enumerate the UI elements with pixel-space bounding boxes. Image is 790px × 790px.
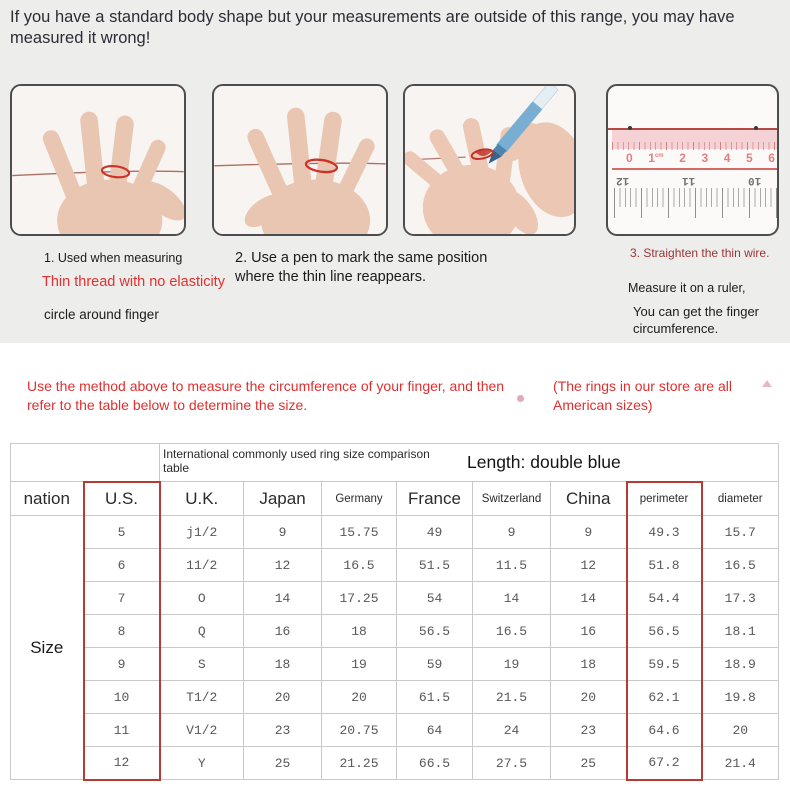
table-cell: V1/2 (160, 714, 244, 747)
table-cell: 16 (551, 615, 627, 648)
table-row (11, 549, 779, 582)
table-cell: 20 (702, 714, 779, 747)
top-gray-band (0, 0, 790, 343)
step3-caption: 3. Straighten the thin wire. (630, 246, 770, 260)
table-title: International commonly used ring size comparison table (163, 447, 430, 476)
reverse-ruler-number: 10 (748, 174, 762, 186)
table-cell: 23 (551, 714, 627, 747)
ruler-edge-line (612, 168, 779, 170)
table-cell: 21.25 (322, 747, 397, 780)
table-row (11, 714, 779, 747)
size-row-label: Size (11, 516, 84, 780)
table-cell: 18.9 (702, 648, 779, 681)
page-heading: If you have a standard body shape but your measurements are outside of this range, you may have measured it wrong! (10, 8, 735, 47)
table-cell: Q (160, 615, 244, 648)
table-cell: 11 (84, 714, 160, 747)
table-cell: 20 (244, 681, 322, 714)
pink-arrow-artifact (762, 380, 772, 387)
table-cell: T1/2 (160, 681, 244, 714)
header-france: France (397, 482, 473, 516)
table-cell: 54.4 (627, 582, 702, 615)
ruler-cm-numbers: 0 $1^{cm}$ 2 3 4 5 6 (626, 151, 775, 165)
header-us: U.S. (84, 482, 160, 516)
table-cell: 16.5 (322, 549, 397, 582)
table-cell: 8 (84, 615, 160, 648)
photo-ruler-measurement (606, 84, 779, 236)
photo-thread-around-finger-1 (10, 84, 186, 236)
table-row (11, 615, 779, 648)
table-row (11, 582, 779, 615)
table-cell: 12 (84, 747, 160, 780)
table-cell: 24 (473, 714, 551, 747)
table-row (11, 516, 779, 549)
reverse-ruler-number: 12 (616, 174, 630, 186)
table-cell: 20 (322, 681, 397, 714)
table-cell: 9 (84, 648, 160, 681)
table-cell: 51.8 (627, 549, 702, 582)
table-cell: 23 (244, 714, 322, 747)
table-header-row (11, 482, 779, 516)
table-cell: 61.5 (397, 681, 473, 714)
table-cell: 51.5 (397, 549, 473, 582)
table-cell: 19 (473, 648, 551, 681)
table-cell: 12 (244, 549, 322, 582)
table-cell: 18.1 (702, 615, 779, 648)
table-cell: 14 (473, 582, 551, 615)
table-cell: 14 (244, 582, 322, 615)
table-cell: 20 (551, 681, 627, 714)
pink-smudge-artifact (517, 395, 524, 402)
header-china: China (551, 482, 627, 516)
table-cell: 17.3 (702, 582, 779, 615)
table-cell: 66.5 (397, 747, 473, 780)
header-switzerland: Switzerland (473, 482, 551, 516)
table-cell: 18 (551, 648, 627, 681)
header-perimeter: perimeter (627, 482, 702, 516)
table-title-cell (160, 444, 779, 482)
table-cell: 62.1 (627, 681, 702, 714)
table-cell: 15.7 (702, 516, 779, 549)
table-cell: j1/2 (160, 516, 244, 549)
table-cell: 54 (397, 582, 473, 615)
white-ruler-ticks (614, 188, 777, 218)
ring-size-comparison-table (10, 443, 779, 781)
table-cell: 18 (322, 615, 397, 648)
table-cell: 16.5 (473, 615, 551, 648)
table-cell: 15.75 (322, 516, 397, 549)
table-cell: 10 (84, 681, 160, 714)
table-title-spacer (11, 444, 160, 482)
step1-red-note: Thin thread with no elasticity (42, 274, 225, 290)
header-japan: Japan (244, 482, 322, 516)
measure-instruction-note: Use the method above to measure the circumference of your finger, and then refer to the table below to determine the size. (27, 378, 505, 413)
hand-pen-illustration (405, 86, 574, 234)
reverse-ruler-number: 11 (682, 174, 696, 186)
step1-caption: 1. Used when measuring (44, 251, 183, 265)
table-title-row (11, 444, 779, 482)
table-row (11, 648, 779, 681)
table-cell: 20.75 (322, 714, 397, 747)
table-cell: S (160, 648, 244, 681)
table-subtitle: Length: double blue (467, 451, 621, 472)
table-cell: Y (160, 747, 244, 780)
table-cell: 14 (551, 582, 627, 615)
table-cell: 21.5 (473, 681, 551, 714)
table-cell: 19.8 (702, 681, 779, 714)
step3-subcaption-2: You can get the finger circumference. (633, 304, 760, 336)
table-cell: 5 (84, 516, 160, 549)
table-cell: 6 (84, 549, 160, 582)
table-cell: 17.25 (322, 582, 397, 615)
table-cell: 67.2 (627, 747, 702, 780)
table-cell: 59.5 (627, 648, 702, 681)
table-row (11, 681, 779, 714)
step2-caption: 2. Use a pen to mark the same position where the thin line reappears. (235, 250, 488, 285)
table-cell: 64 (397, 714, 473, 747)
table-cell: 25 (551, 747, 627, 780)
table-row (11, 747, 779, 780)
table-cell: 25 (244, 747, 322, 780)
photo-thread-around-finger-2 (212, 84, 388, 236)
table-cell: 9 (551, 516, 627, 549)
table-cell: 27.5 (473, 747, 551, 780)
header-germany: Germany (322, 482, 397, 516)
table-cell: 9 (473, 516, 551, 549)
table-cell: 59 (397, 648, 473, 681)
step1-subcaption: circle around finger (44, 307, 159, 322)
table-cell: 56.5 (397, 615, 473, 648)
table-cell: 49.3 (627, 516, 702, 549)
table-cell: O (160, 582, 244, 615)
hand-thread-illustration (12, 86, 184, 234)
photo-pen-marking-thread (403, 84, 576, 236)
table-cell: 16.5 (702, 549, 779, 582)
header-diameter: diameter (702, 482, 779, 516)
table-cell: 11.5 (473, 549, 551, 582)
table-cell: 56.5 (627, 615, 702, 648)
table-cell: 11/2 (160, 549, 244, 582)
hand-thread-illustration (214, 86, 386, 234)
table-cell: 12 (551, 549, 627, 582)
table-cell: 21.4 (702, 747, 779, 780)
pink-ruler-ticks (612, 142, 779, 150)
table-cell: 19 (322, 648, 397, 681)
table-cell: 18 (244, 648, 322, 681)
american-sizes-note: (The rings in our store are all American sizes) (553, 378, 732, 413)
header-nation: nation (11, 482, 84, 516)
table-cell: 64.6 (627, 714, 702, 747)
table-cell: 9 (244, 516, 322, 549)
table-cell: 16 (244, 615, 322, 648)
size-table-body (11, 516, 779, 780)
table-cell: 7 (84, 582, 160, 615)
step3-subcaption-1: Measure it on a ruler, (628, 281, 746, 295)
table-cell: 49 (397, 516, 473, 549)
header-uk: U.K. (160, 482, 244, 516)
